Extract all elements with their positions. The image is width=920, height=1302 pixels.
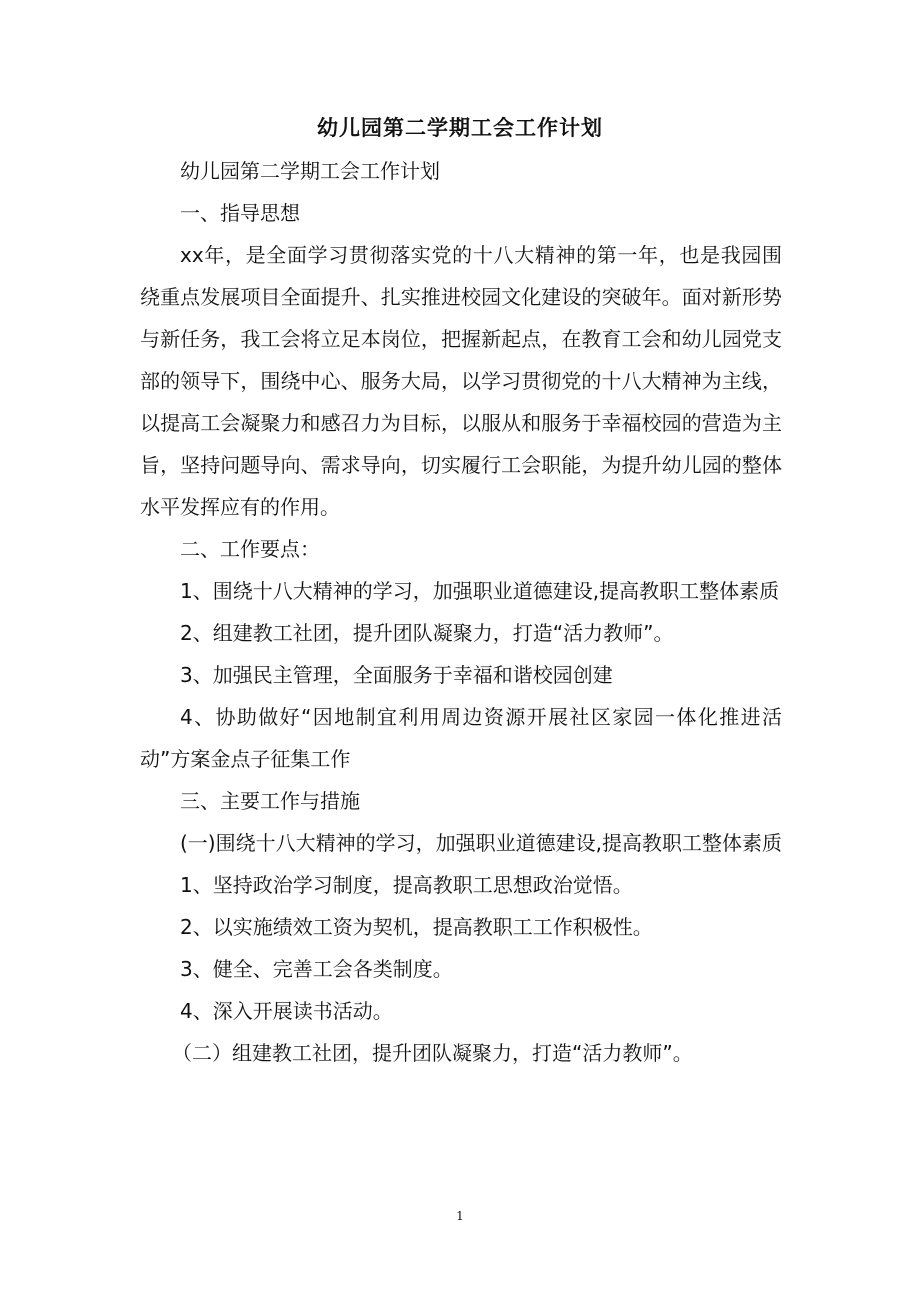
document-title: 幼儿园第二学期工会工作计划	[317, 116, 603, 140]
measure-item-1: 1、坚持政治学习制度，提高教职工思想政治觉悟。	[180, 873, 633, 897]
document-body	[140, 150, 782, 1074]
work-point-1: 1、围绕十八大精神的学习，加强职业道德建设,提高教职工整体素质	[180, 579, 780, 603]
work-point-4: 4、协助做好“因地制宜利用周边资源开展社区家园一体化推进活动”方案金点子征集工作	[140, 705, 782, 771]
heading-guiding-ideology: 一、指导思想	[180, 201, 300, 225]
measure-section-1: (一)围绕十八大精神的学习，加强职业道德建设,提高教职工整体素质	[180, 831, 782, 855]
page-number: 1	[456, 1209, 464, 1223]
work-point-2: 2、组建教工社团，提升团队凝聚力，打造“活力教师”。	[180, 621, 674, 645]
measure-item-2: 2、以实施绩效工资为契机，提高教职工工作积极性。	[180, 915, 653, 939]
heading-work-points: 二、工作要点：	[180, 537, 320, 561]
measure-item-3: 3、健全、完善工会各类制度。	[180, 957, 453, 981]
measure-section-2: （二）组建教工社团，提升团队凝聚力，打造“活力教师”。	[172, 1041, 693, 1065]
work-point-3: 3、加强民主管理，全面服务于幸福和谐校园创建	[180, 663, 613, 687]
heading-main-measures: 三、主要工作与措施	[180, 789, 360, 813]
paragraph-subtitle: 幼儿园第二学期工会工作计划	[180, 159, 440, 183]
measure-item-4: 4、深入开展读书活动。	[180, 999, 393, 1023]
paragraph-guiding-ideology: xx年，是全面学习贯彻落实党的十八大精神的第一年，也是我园围绕重点发展项目全面提升、扎实推进校园文化建设的突破年。面对新形势与新任务，我工会将立足本岗位，把握新起点，在教育工会和幼儿园党支部的领导下，围绕中心、服务大局，以学习贯彻党的十八大精神为主线，以提高工会凝聚力和感召力为目标，以服从和服务于幸福校园的营造为主旨，坚持问题导向、需求导向，切实履行工会职能，为提升幼儿园的整体水平发挥应有的作用。	[140, 243, 782, 519]
